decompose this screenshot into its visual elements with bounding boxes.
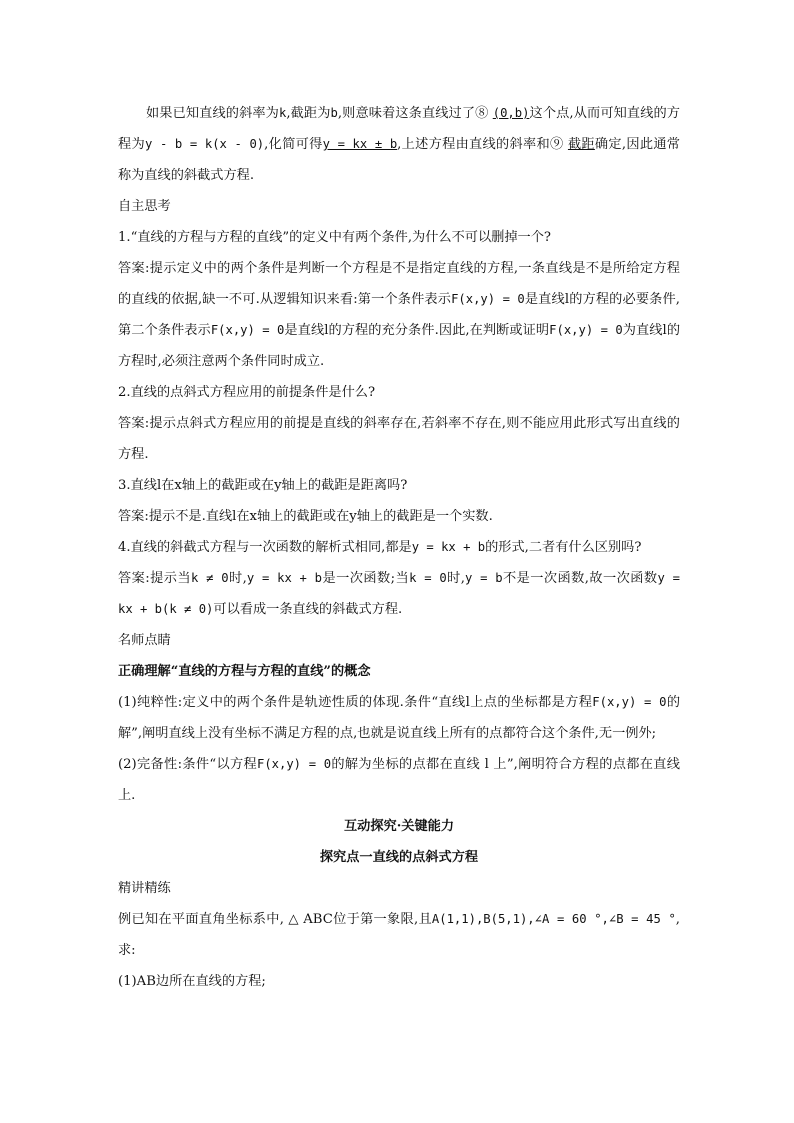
question-3: 3.直线l在x轴上的截距或在y轴上的截距是距离吗? [118,478,408,493]
equation: F(x,y) = 0 [592,695,667,709]
answer-text: 时, [446,571,465,586]
equation: F(x,y) = 0 [549,323,623,337]
intro-text: ,则意味着这条直线过了⑧ [337,106,493,121]
question-text: 的形式,二者有什么区别吗? [485,540,642,555]
equation: y - b = k(x - 0) [144,137,265,151]
concept-heading: 正确理解“直线的方程与方程的直线”的概念 [118,664,371,679]
completeness-paragraph [118,749,680,811]
blank-answer-equation: y = kx ± b [322,137,398,151]
blank-answer-9: 截距 [567,137,595,152]
paragraph-text: 的解为坐标的点都在直线 l 上”,阐明符合方程的点都在直线上. [118,757,680,803]
sub-question-1: (1)AB边所在直线的方程; [118,974,266,989]
answer-text: 为直线l的方程时,必须注意两个条件同时成立. [118,323,681,369]
equation: k ≠ 0 [191,571,229,585]
question-1: 1.“直线的方程与方程的直线”的定义中有两个条件,为什么不可以删掉一个? [118,230,551,245]
self-think-heading: 自主思考 [118,199,171,214]
equation: y = kx + b(k ≠ 0) [118,571,681,616]
answer-3: 答案:提示不是.直线l在x轴上的截距或在y轴上的截距是一个实数. [118,509,493,524]
section-subtitle: 探究点一直线的点斜式方程 [319,850,479,865]
equation: F(x,y) = 0 [451,292,525,306]
answer-text: 是直线l的方程的必要条件,第二个条件表示 [118,292,680,338]
blank-answer-8: (0,b) [492,106,530,120]
intro-text: 这个点,从而可知直线的方程为 [118,106,680,152]
answer-2: 答案:提示点斜式方程应用的前提是直线的斜率存在,若斜率不存在,则不能应用此形式写出直线的方程. [118,416,680,462]
purity-paragraph [118,687,680,749]
practice-heading: 精讲精练 [118,881,171,896]
question-2: 2.直线的点斜式方程应用的前提条件是什么? [118,385,376,400]
answer-text: 时, [228,571,247,586]
intro-text: 确定,因此通常称为直线的斜截式方程. [118,137,680,183]
slope-symbol: k [278,106,287,120]
equation: A(1,1),B(5,1),∠A = 60 °,∠B = 45 ° [431,912,676,926]
example-paragraph [118,904,680,966]
document-body [118,98,680,997]
answer-text: 答案:提示定义中的两个条件是判断一个方程是不是指定直线的方程,一条直线是不是所给定方程的直线的依据,缺一不可.从逻辑知识来看:第一个条件表示 [118,261,680,307]
answer-1 [118,253,680,377]
answer-text: 可以看成一条直线的斜截式方程. [213,602,403,617]
paragraph-text: 的解”,阐明直线上没有坐标不满足方程的点,也就是说直线上所有的点都符合这个条件,无一例外; [118,695,681,741]
question-4 [118,532,680,563]
example-text: 例已知在平面直角坐标系中, △ ABC位于第一象限,且 [118,912,432,927]
equation: y = b [464,571,503,585]
section-title: 互动探究·关键能力 [343,819,455,834]
answer-text: 是直线l的方程的充分条件.因此,在判断或证明 [284,323,550,338]
paragraph-text: (1)纯粹性:定义中的两个条件是轨迹性质的体现.条件“直线l上点的坐标都是方程 [118,695,593,710]
example-text: ,求: [118,912,680,958]
equation: k = 0 [409,571,447,585]
answer-text: 是一次函数;当 [322,571,410,586]
teacher-heading: 名师点睛 [118,633,171,648]
equation: F(x,y) = 0 [210,323,285,337]
intro-text: ,上述方程由直线的斜率和⑨ [397,137,568,152]
intercept-symbol: b [330,106,338,120]
intro-paragraph [118,98,680,191]
equation: y = kx + b [246,571,323,585]
equation: y = kx + b [411,540,486,554]
answer-4 [118,563,680,625]
answer-text: 不是一次函数,故一次函数 [502,571,658,586]
intro-text: ,化简可得 [264,137,323,152]
paragraph-text: (2)完备性:条件“以方程 [118,757,257,772]
question-text: 4.直线的斜截式方程与一次函数的解析式相同,都是 [118,540,412,555]
equation: F(x,y) = 0 [257,757,332,771]
intro-text: ,截距为 [286,106,331,121]
answer-text: 答案:提示当 [118,571,192,586]
intro-text: 如果已知直线的斜率为 [146,106,279,121]
